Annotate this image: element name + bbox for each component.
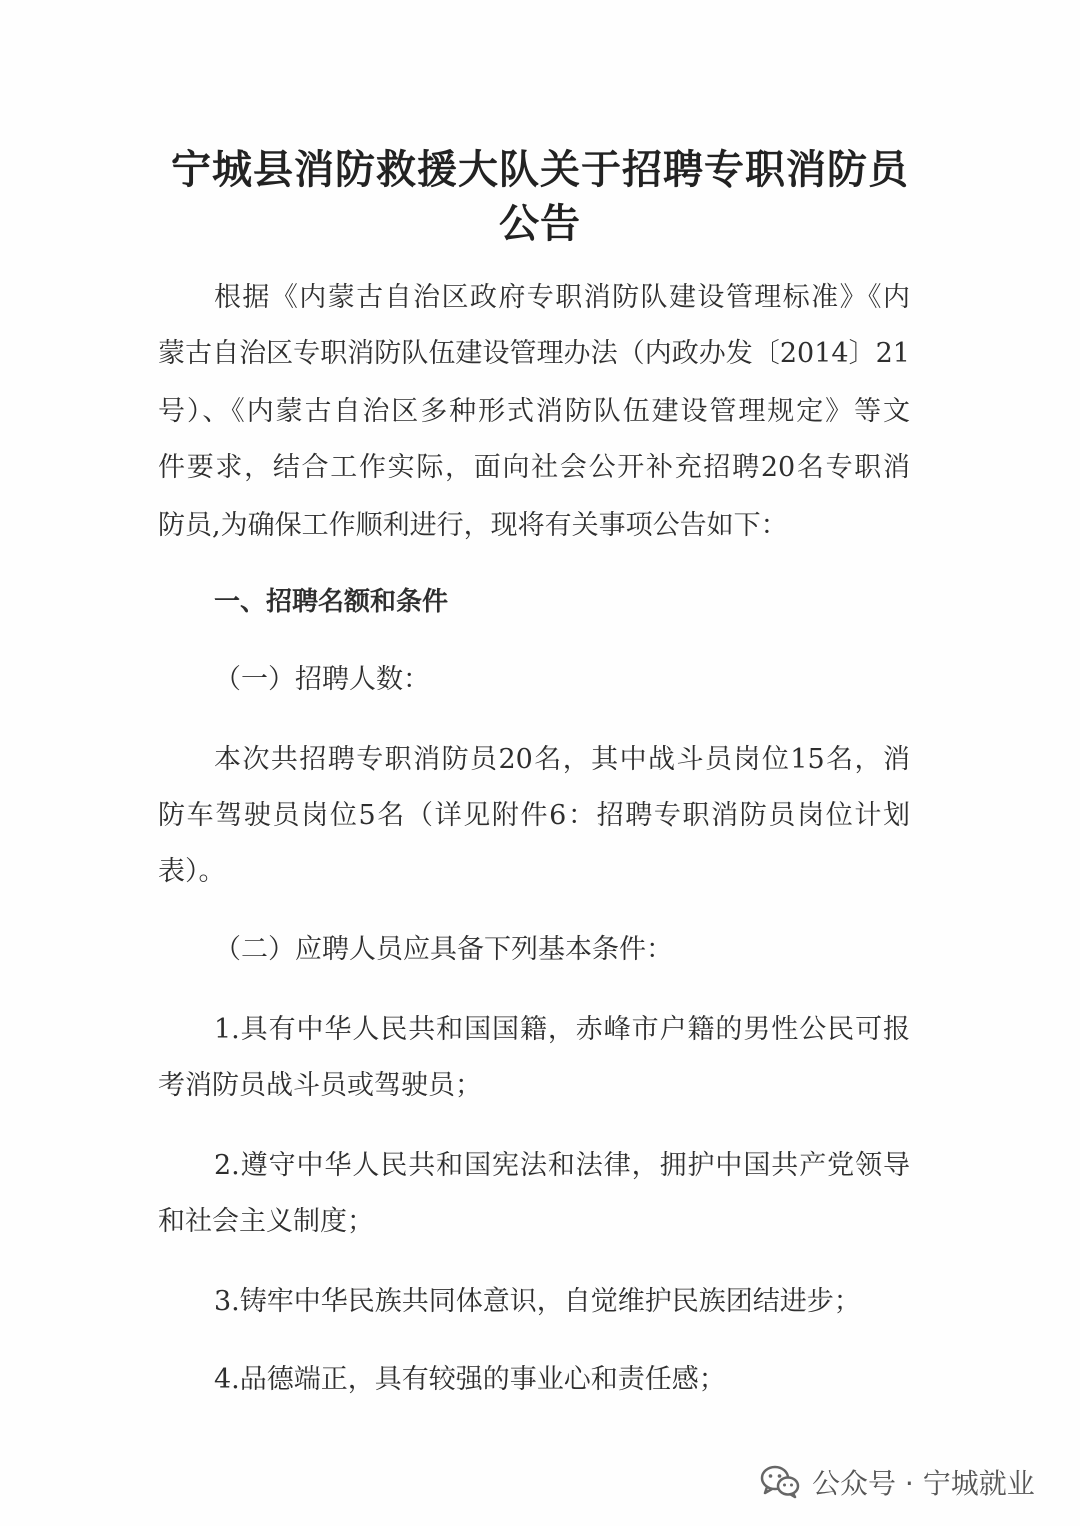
paragraph-line: 本次共招聘专职消防员20名，其中战斗员岗位15名，消 [214,744,910,775]
subsection-heading: （一）招聘人数： [214,664,430,695]
wechat-icon [760,1465,800,1499]
list-item-line: 4.品德端正，具有较强的事业心和责任感； [214,1364,726,1395]
document-title-line2: 公告 [499,201,581,247]
intro-line: 号）、《内蒙古自治区多种形式消防队伍建设管理规定》等文 [158,396,910,427]
intro-line: 防员,为确保工作顺利进行，现将有关事项公告如下： [158,510,788,541]
list-item-line: 3.铸牢中华民族共同体意识，自觉维护民族团结进步； [214,1286,861,1317]
list-item-line: 2.遵守中华人民共和国宪法和法律，拥护中国共产党领导 [214,1150,910,1181]
watermark-text: 公众号 · 宁城就业 [812,1467,1035,1500]
wechat-watermark [760,1460,1035,1504]
document-title: 宁城县消防救援大队关于招聘专职消防员 [171,147,909,193]
list-item-line: 和社会主义制度； [158,1206,374,1237]
paragraph-line: 表）。 [158,856,226,887]
intro-line: 蒙古自治区专职消防队伍建设管理办法（内政办发〔2014〕21 [158,338,910,369]
section-heading: 一、招聘名额和条件 [214,587,449,617]
paragraph-line: 防车驾驶员岗位5名（详见附件6：招聘专职消防员岗位计划 [158,800,910,831]
list-item-line: 1.具有中华人民共和国国籍，赤峰市户籍的男性公民可报 [214,1014,910,1045]
intro-line: 根据《内蒙古自治区政府专职消防队建设管理标准》《内 [214,282,910,313]
intro-line: 件要求，结合工作实际，面向社会公开补充招聘20名专职消 [158,452,910,483]
list-item-line: 考消防员战斗员或驾驶员； [158,1070,482,1101]
subsection-heading: （二）应聘人员应具备下列基本条件： [214,934,673,965]
